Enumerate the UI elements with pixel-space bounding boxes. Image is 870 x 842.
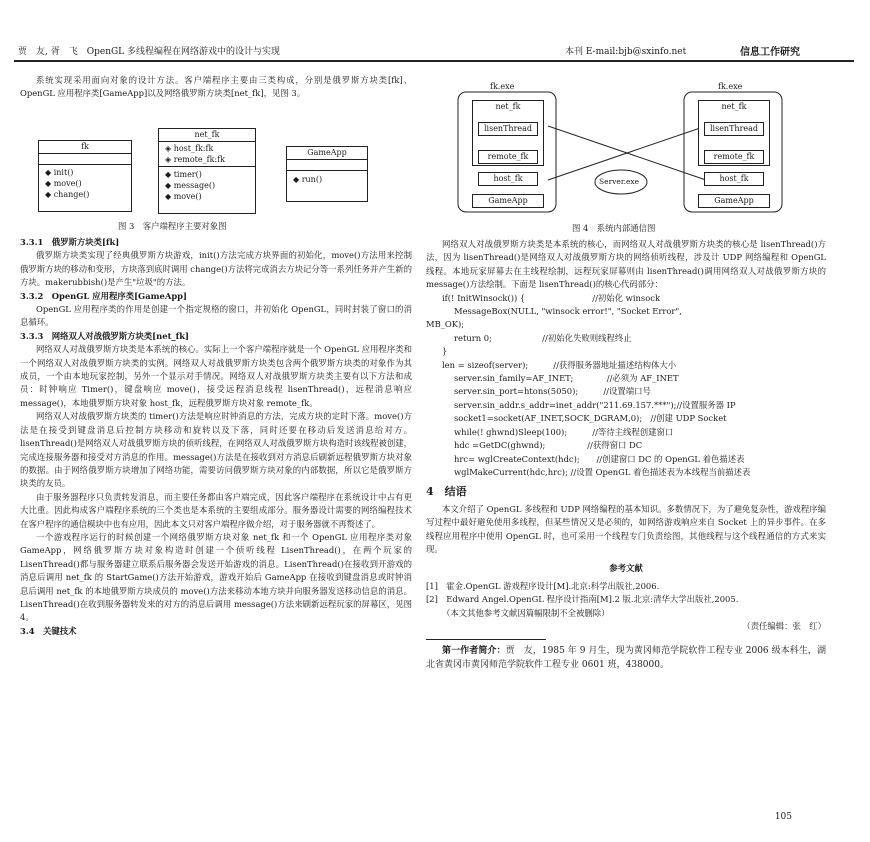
code-line-13: hrc= wglCreateContext(hdc); //创建窗口 DC 的 OpenGL 着色描述表	[454, 453, 745, 464]
member-host-fk: ◈ host_fk:fk	[165, 144, 214, 153]
header-rule	[14, 60, 854, 62]
method-move: ◆ move()	[45, 179, 82, 188]
code-line-14: wglMakeCurrent(hdc,hrc); //设置 OpenGL 着色描述表为本线程当前描述表	[454, 466, 751, 477]
section-3-3-3-para-2: 网络双人对战俄罗斯方块类的 timer()方法是响应时钟消息的方法，完成方块的定时下落。move()方法是在接受到键盘消息后控制方块移动和旋转以及下落，同时还要在移动后发送消息给对方。lisenThread()是网络双人对战俄罗斯方块的侦听线程，在网络双人对战俄罗斯方块构造时该线程被创建，完成连接服务器和接受对方消息的作用。message()方法是在接收到对方消息后刷新远程俄罗斯方块对象的数据。由于网络俄罗斯方块增加了网络功能，需要访问俄罗斯方块对象的内部数据，所以它是俄罗斯方块类的友员。	[20, 411, 412, 489]
code-line-5: }	[442, 346, 448, 357]
section-4-title: 4 结语	[426, 485, 467, 499]
fig4-server: Server.exe	[599, 177, 640, 186]
section-3-3-2-title: 3.3.2 OpenGL 应用程序类[GameApp]	[20, 290, 187, 301]
method-message: ◆ message()	[165, 181, 216, 190]
section-3-3-1-text: 俄罗斯方块类实现了经典俄罗斯方块游戏，init()方法完成方块界面的初始化，move()方法用来控制俄罗斯方块的移动和变形，方块落到底时调用 change()方法将完成消去方块记分等一系列任务并产生新的方块。makerubbish()是产生"垃圾"的方法。	[20, 250, 412, 288]
right-body	[426, 238, 826, 672]
fig4-right-remote-fk: remote_fk	[704, 150, 764, 164]
code-line-6: len = sizeof(server); //获得服务器地址描述结构体大小	[442, 359, 677, 370]
author-bio	[426, 644, 826, 672]
page-number: 105	[774, 812, 792, 822]
figure-3-caption: 图 3 客户端程序主要对象图	[118, 221, 227, 231]
running-header-journal: 信息工作研究	[740, 47, 800, 58]
code-line-8: server.sin_port=htons(5050); //设置端口号	[454, 386, 651, 397]
fk-exe-label-right: fk.exe	[718, 82, 743, 91]
fk-class-title: fk	[39, 141, 131, 154]
references-title: 参考文献	[609, 563, 643, 574]
section-3-3-3-para-1: 网络双人对战俄罗斯方块类是本系统的核心。实际上一个客户端程序就是一个 OpenGL 应用程序类和一个网络双人对战俄罗斯方块类的实例。网络双人对战俄罗斯方块类包含两个俄罗斯方块类的对象作为其成员，一个由本地玩家控制，另外一个显示对手情况。网络双人对战俄罗斯方块类主要有以下方法和成员：时钟响应 Timer()，键盘响应 move()，接受远程消息线程 lisenThread()，远程消息响应 message()，本地俄罗斯方块对象 host_fk，远程俄罗斯方块对象 remote_fk。	[20, 344, 412, 408]
section-3-3-1-title: 3.3.1 俄罗斯方块类[fk]	[20, 237, 120, 247]
author-rule	[426, 639, 546, 640]
section-3-3-3-title: 3.3.3 网络双人对战俄罗斯方块类[net_fk]	[20, 330, 189, 341]
fig4-left-remote-fk: remote_fk	[478, 150, 538, 164]
left-body	[20, 236, 412, 638]
reference-2: [2] Edward Angel.OpenGL 程序设计指南[M].2 版.北京:清华大学出版社,2005.	[426, 594, 739, 605]
code-line-3: MB_OK);	[426, 319, 465, 330]
fig4-right-lisenthread: lisenThread	[704, 122, 764, 136]
figure-4	[456, 80, 786, 216]
fk-exe-label-left: fk.exe	[490, 82, 515, 91]
net-fk-class-title: net_fk	[159, 129, 255, 142]
section-3-3-2-text: OpenGL 应用程序类的作用是创建一个指定规格的窗口，并初始化 OpenGL，同时封装了窗口的消息循环。	[20, 304, 412, 328]
right-paragraph-1: 网络双人对战俄罗斯方块类是本系统的核心，而网络双人对战俄罗斯方块类的核心是 lisenThread()方法，因为 lisenThread()是网络双人对战俄罗斯方块的网络侦听线程，涉及计 UDP 网络编程和 OpenGL 线程。本地玩家屏幕去在主线程绘制，远程玩家屏幕则由 lisenThread()调用网络双人对战俄罗斯方块的 message()方法绘制。下面是 lisenThread()的核心代码部分：	[426, 239, 826, 290]
fk-class-box	[38, 140, 132, 212]
method-timer: ◆ timer()	[165, 170, 202, 179]
code-line-10: socket1=socket(AF_INET,SOCK_DGRAM,0); //创建 UDP Socket	[454, 413, 727, 424]
member-remote-fk: ◈ remote_fk:fk	[165, 155, 225, 164]
editor-credit: （责任编辑：张 红）	[742, 620, 826, 631]
reference-1: [1] 霍金.OpenGL 游戏程序设计[M].北京:科学出版社,2006.	[426, 580, 660, 591]
method-run: ◆ run()	[293, 175, 323, 184]
code-line-7: server.sin_family=AF_INET; //必须为 AF_INET	[454, 373, 679, 384]
left-intro	[20, 74, 412, 101]
author-bio-text: 贾 友，1985 年 9 月生，现为黄冈师范学院软件工程专业 2006 级本科生，湖北省黄冈市黄冈师范学院软件工程专业 0601 班，438000。	[426, 646, 826, 671]
gameapp-class-title: GameApp	[287, 147, 367, 160]
code-line-1: if(! InitWinsock()) { //初始化 winsock	[442, 292, 661, 303]
code-line-12: hdc =GetDC(ghwnd); //获得窗口 DC	[454, 440, 643, 451]
conclusion-paragraph: 本文介绍了 OpenGL 多线程和 UDP 网络编程的基本知识。多数情况下，为了避免复杂性，游戏程序编写过程中最好避免使用多线程，但某些情况又是必须的，如网络游戏响应来自 Socket 上的异步事件。在多线程应用程序中使用 OpenGL 时，也可采用一个线程专门负责绘图，其他线程与这个线程通信的方式来实现。	[426, 503, 826, 554]
code-line-9: server.sin_addr.s_addr=inet_addr("211.69.157.***");//设置服务器 IP	[454, 399, 736, 410]
method-change: ◆ change()	[45, 190, 90, 199]
gameapp-class-box	[286, 146, 368, 202]
code-line-11: while(! ghwnd)Sleep(100); //等待主线程创建窗口	[454, 426, 674, 437]
fig4-left-gameapp: GameApp	[472, 194, 544, 208]
fig4-right-net-fk: net_fk	[698, 100, 770, 166]
running-header-left: 贾 友, 胥 飞 OpenGL 多线程编程在网络游戏中的设计与实现	[18, 47, 281, 57]
fig4-right-gameapp: GameApp	[698, 194, 770, 208]
fig4-left-lisenthread: lisenThread	[478, 122, 538, 136]
method-move-net: ◆ move()	[165, 192, 202, 201]
section-3-4-title: 3.4 关键技术	[20, 625, 77, 636]
code-line-2: MessageBox(NULL, "winsock error!", "Socket Error",	[454, 306, 682, 317]
figure-3	[38, 128, 378, 216]
intro-paragraph: 系统实现采用面向对象的设计方法。客户端程序主要由三类构成，分别是俄罗斯方块类[fk]、OpenGL 应用程序类[GameApp]以及网络俄罗斯方块类[net_fk]，见图 3。	[20, 75, 412, 99]
net-fk-class-box	[158, 128, 256, 214]
method-init: ◆ init()	[45, 168, 74, 177]
code-line-4: return 0; //初始化失败则线程终止	[454, 332, 632, 343]
author-bio-label: 第一作者简介：	[442, 646, 506, 657]
section-3-3-3-para-4: 一个游戏程序运行的时候创建一个网络俄罗斯方块对象 net_fk 和一个 OpenGL 应用程序类对象 GameApp，网络俄罗斯方块对象构造时创建一个侦听线程 LisenThread()，在两个玩家的 LisenThread()都与服务器建立联系后服务器会发送开始游戏的消息。LisenThread()在接收到开游戏的消息后调用 net_fk 的 StartGame()方法开始游戏，游戏开始后 GameApp 在接收到键盘消息或时钟消息后调用 net_fk 的本地俄罗斯方块成员的 move()方法来移动本地方块并向服务器发送移动信息的消息。LisenThread()在收到服务器转发来的对方的消息后调用 message()方法来刷新远程玩家的屏幕区，见图 4。	[20, 531, 412, 623]
section-3-3-3-para-3: 由于服务器程序只负责转发消息，而主要任务都由客户端完成，因此客户端程序在系统设计中占有更大比重。因此构成客户端程序系统的三个类也是本系统的主要组成部分。服务器设计需要的网络编程技术在客户程序的通信模块中也有应用，因此本文只对客户端程序做介绍，对于服务器就不再赘述了。	[20, 491, 412, 529]
fig4-right-host-fk: host_fk	[704, 172, 764, 186]
running-header-email: 本刊 E-mail:bjb@sxinfo.net	[565, 47, 687, 57]
reference-note: （本文其他参考文献因篇幅限制不全被删除）	[442, 607, 610, 618]
fig4-left-net-fk: net_fk	[472, 100, 544, 166]
fig4-left-host-fk: host_fk	[478, 172, 538, 186]
figure-4-caption: 图 4 系统内部通信图	[572, 223, 656, 233]
